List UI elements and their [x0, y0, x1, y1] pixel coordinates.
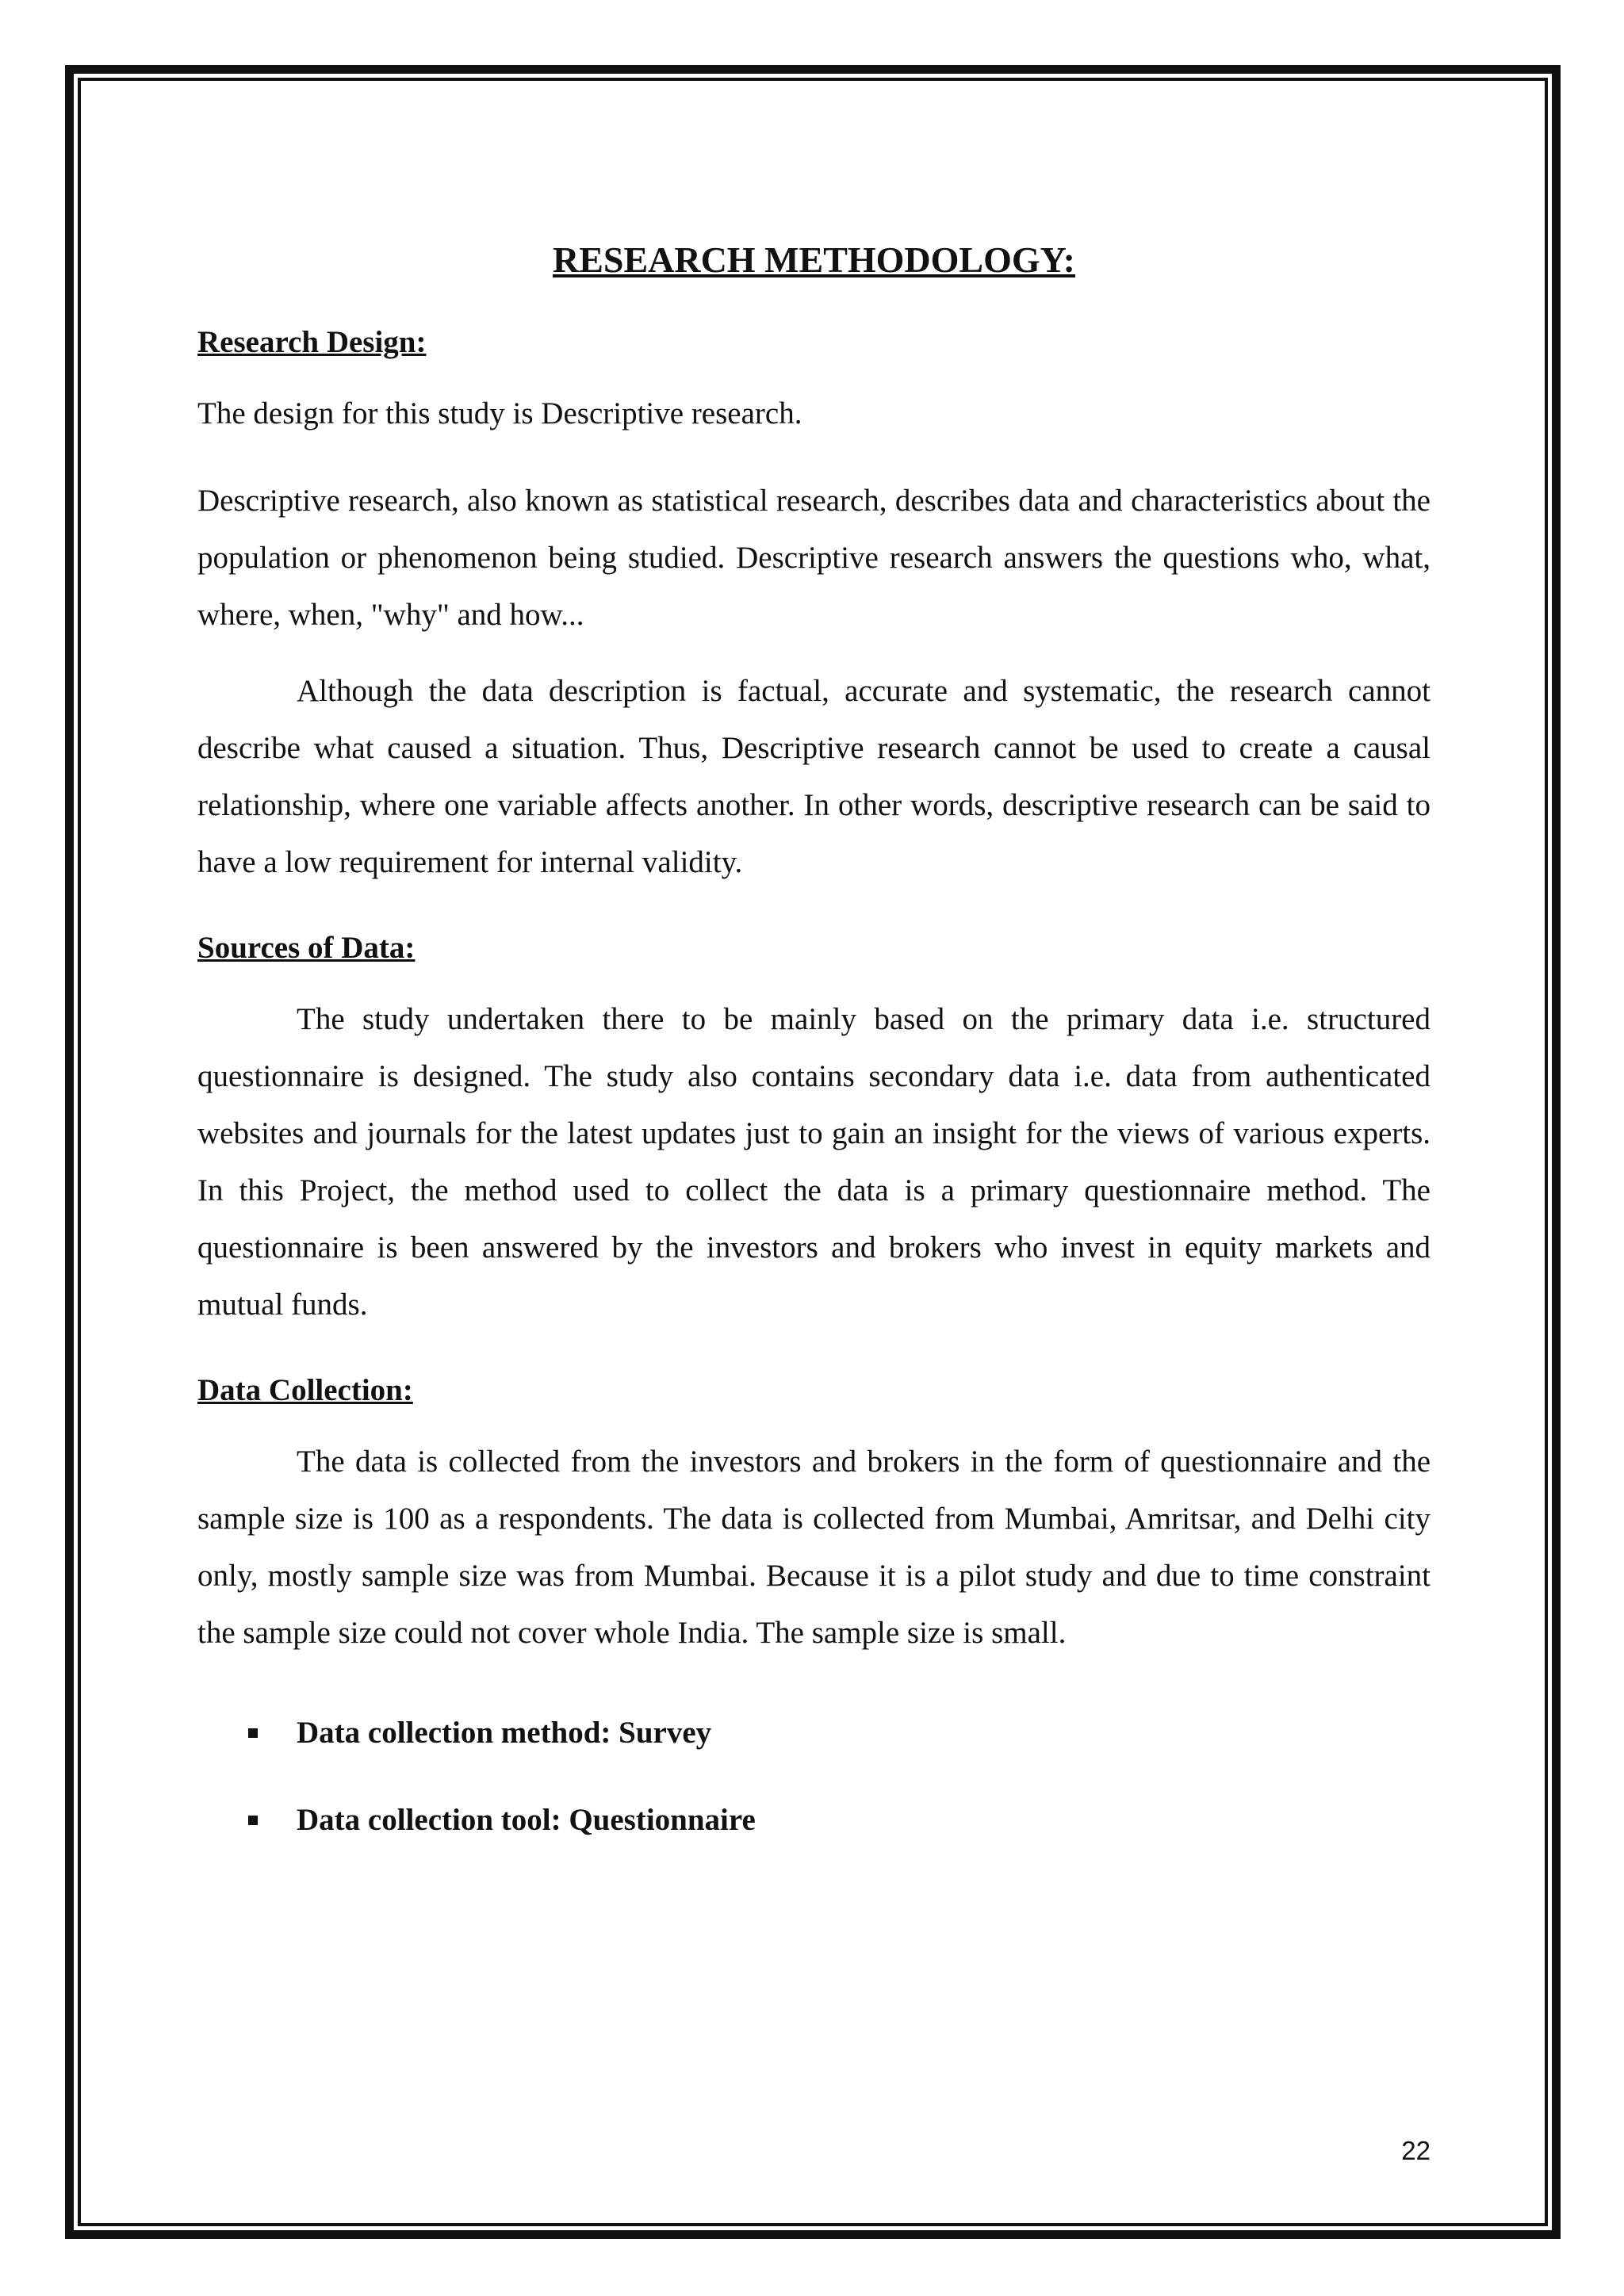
page-content [197, 236, 1431, 1884]
research-design-paragraph-1: The design for this study is Descriptive research. [197, 396, 802, 430]
bullet-item-tool [197, 1797, 1431, 1844]
sources-of-data-paragraph: The study undertaken there to be mainly based on the primary data i.e. structured questionnaire is designed. The study also contains secondary data i.e. data from authenticated websites and journals for the latest updates just to gain an insight for the views of various experts. In this Project, the method used to collect the data is a primary questionnaire method. The questionnaire is been answered by the investors and brokers who invest in equity markets and mutual funds. [197, 1002, 1431, 1322]
sources-of-data-heading: Sources of Data: [197, 931, 416, 965]
research-design-paragraph-3: Although the data description is factual, accurate and systematic, the research cannot describe what caused a situation. Thus, Descriptive research cannot be used to create a causal relationship, where one variable affects another. In other words, descriptive research can be said to have a low requirement for internal validity. [197, 674, 1431, 879]
page-title: RESEARCH METHODOLOGY: [552, 239, 1075, 280]
page-number: 22 [1401, 2136, 1431, 2165]
data-collection-paragraph: The data is collected from the investors and brokers in the form of questionnaire and the sample size is 100 as a respondents. The data is collected from Mumbai, Amritsar, and Delhi city only, mostly sample size was from Mumbai. Because it is a pilot study and due to time constraint the sample size could not cover whole India. The sample size is small. [197, 1445, 1431, 1650]
research-design-heading: Research Design: [197, 325, 427, 359]
bullet-text-method: Data collection method: Survey [297, 1716, 712, 1750]
data-collection-heading: Data Collection: [197, 1373, 413, 1407]
square-bullet-icon [248, 1728, 258, 1738]
square-bullet-icon [248, 1816, 258, 1825]
data-collection-bullet-list [197, 1709, 1431, 1844]
research-design-paragraph-2: Descriptive research, also known as statistical research, describes data and characteristics about the population or phenomenon being studied. Descriptive research answers the questions who, what, where, when, "why" and how... [197, 484, 1431, 632]
bullet-item-method [197, 1709, 1431, 1757]
bullet-text-tool: Data collection tool: Questionnaire [297, 1803, 756, 1837]
